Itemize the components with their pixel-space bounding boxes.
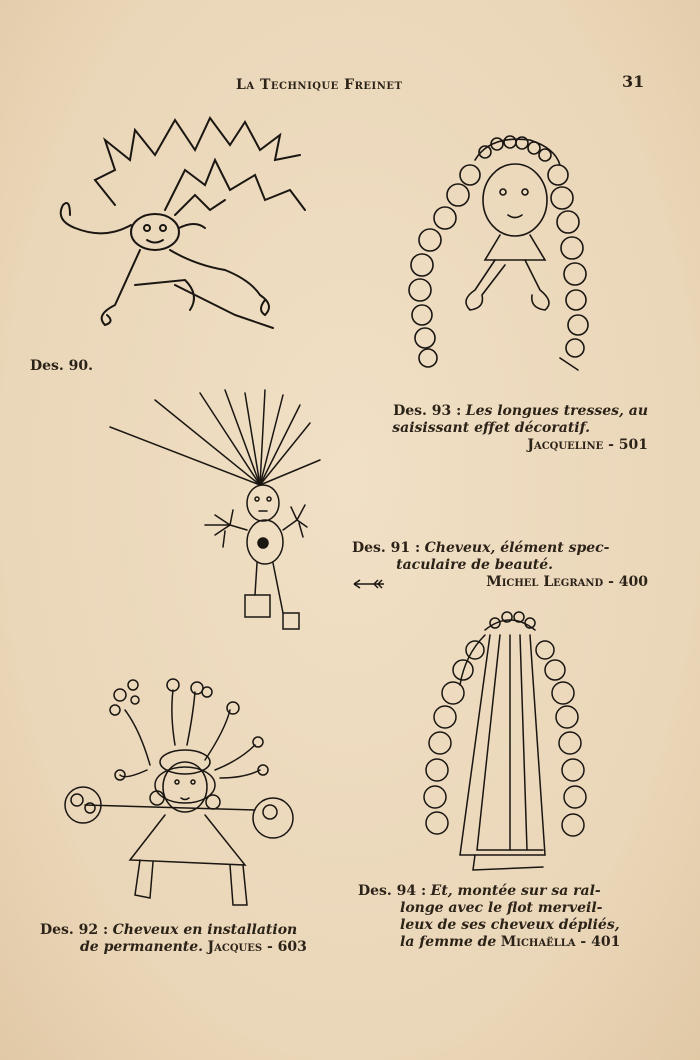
- arrow-left-icon: [352, 578, 386, 590]
- caption-91-line1: Cheveux, élément spec-: [424, 540, 610, 556]
- page-number: 31: [622, 72, 645, 91]
- caption-93: [330, 403, 648, 454]
- caption-92-line2: de permanente.: [80, 939, 204, 955]
- drawing-93: [400, 130, 600, 380]
- caption-91-author: Michel Legrand - 400: [486, 574, 648, 590]
- running-header: La Technique Freinet: [236, 77, 403, 93]
- caption-94-line4: la femme de: [400, 934, 497, 950]
- caption-94-line3: leux de ses cheveux dépliés,: [400, 917, 620, 933]
- drawing-92: [55, 670, 305, 920]
- drawing-90: [35, 110, 315, 340]
- drawing-91: [105, 385, 325, 635]
- caption-92-line1: Cheveux en installation: [112, 922, 298, 938]
- caption-93-line1: Les longues tresses, au: [465, 403, 648, 419]
- caption-93-author: Jacqueline - 501: [527, 437, 648, 453]
- caption-94-author: Michaëlla - 401: [500, 934, 621, 950]
- caption-90-label: Des. 90.: [30, 358, 94, 374]
- caption-90: [30, 358, 93, 375]
- caption-92-label: Des. 92 :: [40, 922, 109, 938]
- caption-91-label: Des. 91 :: [352, 540, 421, 556]
- caption-94-line2: longe avec le flot merveil-: [400, 900, 603, 916]
- caption-93-label: Des. 93 :: [393, 403, 462, 419]
- caption-94-label: Des. 94 :: [358, 883, 427, 899]
- caption-94-line1: Et, montée sur sa ral-: [430, 883, 601, 899]
- caption-94: [358, 883, 658, 951]
- caption-93-line2: saisissant effet décoratif.: [392, 420, 590, 436]
- drawing-94: [415, 605, 595, 875]
- caption-92-author: Jacques - 603: [207, 939, 307, 955]
- caption-92: [40, 922, 340, 956]
- caption-91-line2: taculaire de beauté.: [396, 557, 553, 573]
